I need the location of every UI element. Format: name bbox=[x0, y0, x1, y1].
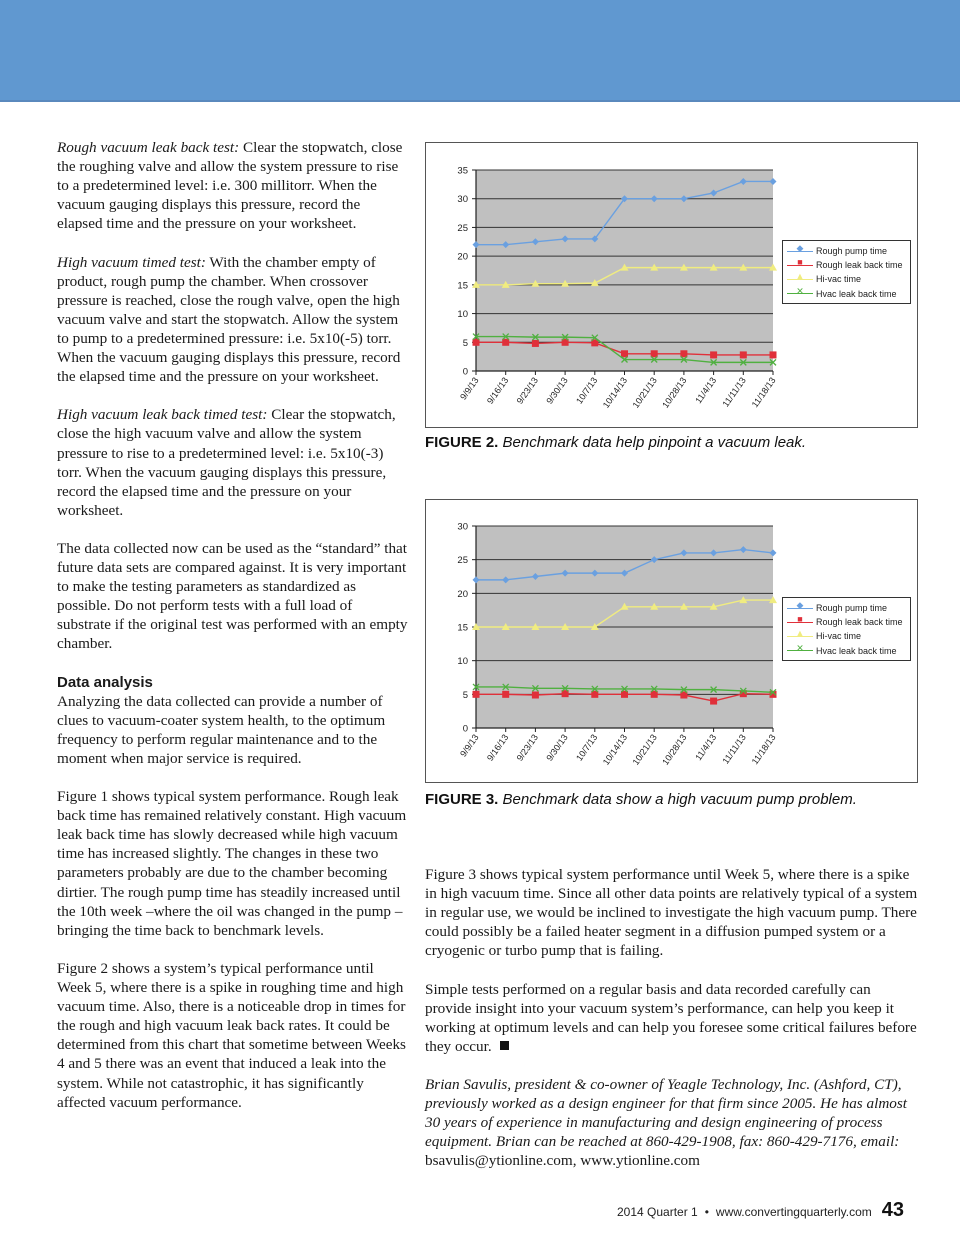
y-tick-label: 10 bbox=[457, 656, 468, 668]
end-of-article-mark-icon bbox=[500, 1041, 509, 1050]
paragraph-lead: High vacuum leak back timed test: bbox=[57, 406, 268, 424]
paragraph-figure1: Figure 1 shows typical system performance. Rough leak back time has remained relatively constant. High vacuum leak back time has slowly decreased while high vacuum time has increased slightly. The changes in these two parameters probably are due to the chamber becoming dirtier. The rough pump time has steadily increased until the 10th week –where the oil was changed in the pump – bringing the time back to benchmark levels. bbox=[57, 788, 407, 939]
data-point bbox=[473, 691, 480, 698]
figure-label: FIGURE 3. bbox=[425, 791, 499, 808]
legend-label: Hi-vac time bbox=[816, 631, 862, 642]
legend-item bbox=[787, 258, 906, 272]
x-tick-label: 10/7/13 bbox=[574, 732, 600, 763]
legend-item bbox=[787, 644, 906, 658]
legend-label: Rough leak back time bbox=[816, 617, 903, 628]
data-point bbox=[532, 692, 539, 699]
figure2-chart bbox=[425, 142, 918, 428]
x-tick-label: 11/18/13 bbox=[749, 732, 778, 767]
paragraph-body: Clear the stopwatch, close the high vacuum valve and allow the system pressure to rise to a predetermined level: i.e. 5x10(-3) torr. When the vacuum gauging displays this pressure, record the elapsed time and the pressure on your worksheet. bbox=[57, 406, 396, 519]
paragraph-standard-data: The data collected now can be used as the “standard” that future data sets are compared against. It is very important to make the testing parameters as standardized as possible. Do not perform tests with a full load of substrate if the original test was performed with an empty chamber. bbox=[57, 539, 408, 653]
legend-label: Hvac leak back time bbox=[816, 288, 897, 299]
paragraph-high-vacuum-leak-back bbox=[57, 405, 409, 520]
figure3-chart bbox=[425, 499, 918, 783]
diamond-marker-icon bbox=[787, 246, 813, 256]
triangle-marker-icon bbox=[787, 274, 813, 284]
legend-item bbox=[787, 272, 906, 286]
legend-item bbox=[787, 287, 906, 301]
x-tick-label: 9/23/13 bbox=[514, 375, 541, 406]
x-tick-label: 9/16/13 bbox=[484, 732, 511, 763]
paragraph-data-analysis: Analyzing the data collected can provide a number of clues to vacuum-coater system health, to the optimum frequency to perform regular maintenance and to the moment when major service is required. bbox=[57, 692, 386, 767]
paragraph-figure2: Figure 2 shows a system’s typical performance until Week 5, where there is a spike in roughing time and high vacuum time. Also, there is a noticeable drop in times for the rough and high vacuum leak back rates. It could be determined from this chart that sometime between Weeks 4 and 5 there was an event that induced a leak into the system. While not catastrophic, it has significantly affected vacuum performance. bbox=[57, 959, 406, 1111]
author-contact-links[interactable]: bsavulis@ytionline.com, www.ytionline.com bbox=[425, 1152, 700, 1170]
square-marker-icon bbox=[787, 617, 813, 627]
x-tick-label: 11/11/13 bbox=[720, 375, 748, 409]
diamond-marker-icon bbox=[787, 603, 813, 613]
x-tick-label: 10/14/13 bbox=[600, 375, 630, 410]
paragraph-lead: Rough vacuum leak back test: bbox=[57, 139, 240, 156]
x-marker-icon bbox=[787, 289, 813, 299]
y-tick-label: 25 bbox=[457, 555, 468, 567]
y-tick-label: 0 bbox=[462, 723, 468, 735]
y-tick-label: 0 bbox=[462, 366, 468, 378]
footer-separator: • bbox=[704, 1205, 709, 1219]
x-tick-label: 10/28/13 bbox=[660, 375, 689, 410]
footer-website-link[interactable]: www.convertingquarterly.com bbox=[715, 1205, 872, 1219]
legend-label: Rough pump time bbox=[816, 246, 888, 257]
data-point bbox=[740, 351, 747, 358]
y-tick-label: 5 bbox=[462, 689, 468, 701]
paragraph-high-vacuum-timed bbox=[57, 253, 409, 387]
square-marker-icon bbox=[787, 260, 813, 270]
figure2-legend bbox=[782, 240, 911, 304]
x-tick-label: 9/30/13 bbox=[544, 375, 570, 406]
legend-label: Hvac leak back time bbox=[816, 645, 897, 656]
figure-caption-text: Benchmark data show a high vacuum pump problem. bbox=[498, 791, 857, 808]
triangle-marker-icon bbox=[787, 631, 813, 641]
x-tick-label: 9/23/13 bbox=[514, 732, 541, 763]
x-tick-label: 11/4/13 bbox=[693, 732, 719, 763]
x-tick-label: 9/9/13 bbox=[458, 732, 481, 759]
data-point bbox=[710, 351, 717, 358]
legend-item bbox=[787, 615, 906, 629]
legend-label: Hi-vac time bbox=[816, 274, 862, 285]
legend-label: Rough pump time bbox=[816, 603, 888, 614]
x-tick-label: 10/21/13 bbox=[630, 375, 659, 410]
y-tick-label: 30 bbox=[457, 194, 468, 206]
y-tick-label: 15 bbox=[457, 622, 468, 634]
x-tick-label: 11/11/13 bbox=[720, 732, 748, 766]
x-tick-label: 9/30/13 bbox=[544, 732, 570, 763]
y-tick-label: 5 bbox=[462, 337, 468, 349]
paragraph-body: Clear the stopwatch, close the roughing valve and allow the system pressure to rise to a predetermined level: i.e. 300 millitorr. When the vacuum gauging displays this pressure, record the elapsed time and the pressure on your worksheet. bbox=[57, 139, 403, 233]
x-tick-label: 9/16/13 bbox=[484, 375, 511, 406]
right-column bbox=[425, 865, 920, 1190]
page-number: 43 bbox=[881, 1199, 905, 1221]
header-band bbox=[0, 0, 960, 102]
author-bio-text: Brian Savulis, president & co-owner of Yeagle Technology, Inc. (Ashford, CT), previously worked as a design engineer for that firm since 2005. He has almost 30 years of experience in manufacturing and design engineering of process equipment. Brian can be reached at 860-429-1908, fax: 860-429-7176, email: bbox=[425, 1076, 908, 1151]
data-point bbox=[710, 698, 717, 705]
section-heading-data-analysis: Data analysis bbox=[57, 673, 153, 691]
y-tick-label: 20 bbox=[457, 588, 468, 600]
x-tick-label: 10/21/13 bbox=[630, 732, 659, 767]
x-tick-label: 10/28/13 bbox=[660, 732, 689, 767]
x-tick-label: 11/18/13 bbox=[749, 375, 778, 410]
y-tick-label: 25 bbox=[457, 222, 468, 234]
left-column bbox=[57, 138, 409, 1112]
legend-item bbox=[787, 629, 906, 643]
data-point bbox=[532, 340, 539, 347]
x-tick-label: 11/4/13 bbox=[693, 375, 719, 406]
author-bio bbox=[425, 1075, 920, 1170]
legend-label: Rough leak back time bbox=[816, 260, 903, 271]
x-tick-label: 10/14/13 bbox=[600, 732, 630, 767]
data-point bbox=[502, 691, 509, 698]
paragraph-rough-vacuum-leak-back bbox=[57, 138, 409, 233]
legend-item bbox=[787, 601, 906, 615]
data-point bbox=[770, 351, 777, 358]
page-footer bbox=[617, 1199, 904, 1222]
legend-item bbox=[787, 244, 906, 258]
paragraph-body: Simple tests performed on a regular basis and data recorded carefully can provide insight into your vacuum system’s performance, can help you keep it working at optimum levels and can help you foresee some critical failures before they occur. bbox=[425, 980, 917, 1055]
paragraph-body: With the chamber empty of product, rough pump the chamber. When crossover pressure is reached, close the rough valve, open the high vacuum valve and start the stopwatch. Allow the system to pump to a predetermined pressure: i.e. 5x10(-5) torr. When the vacuum gauging displays this pressure, record the elapsed time and the pressure on your worksheet. bbox=[57, 253, 401, 386]
figure3-legend bbox=[782, 597, 911, 661]
footer-issue: 2014 Quarter 1 bbox=[617, 1205, 698, 1219]
y-tick-label: 20 bbox=[457, 251, 468, 263]
y-tick-label: 15 bbox=[457, 280, 468, 292]
x-tick-label: 10/7/13 bbox=[574, 375, 600, 406]
paragraph-lead: High vacuum timed test: bbox=[57, 253, 206, 271]
figure-caption-text: Benchmark data help pinpoint a vacuum leak. bbox=[498, 434, 807, 451]
figure-label: FIGURE 2. bbox=[425, 434, 499, 451]
x-marker-icon bbox=[787, 646, 813, 656]
y-tick-label: 30 bbox=[457, 521, 468, 533]
figure2-caption bbox=[425, 434, 806, 452]
figure3-caption bbox=[425, 791, 857, 809]
y-tick-label: 35 bbox=[457, 165, 468, 177]
paragraph-conclusion bbox=[425, 980, 920, 1056]
x-tick-label: 9/9/13 bbox=[458, 375, 481, 402]
paragraph-figure3: Figure 3 shows typical system performance until Week 5, where there is a spike in high vacuum time. Since all other data points are relatively typical of a system in regular use, we would be inclined to investigate the high vacuum pump. There could possibly be a failed heater segment in a diffusion pumped system or a cryogenic or turbo pump that is failing. bbox=[425, 866, 918, 960]
y-tick-label: 10 bbox=[457, 309, 468, 321]
